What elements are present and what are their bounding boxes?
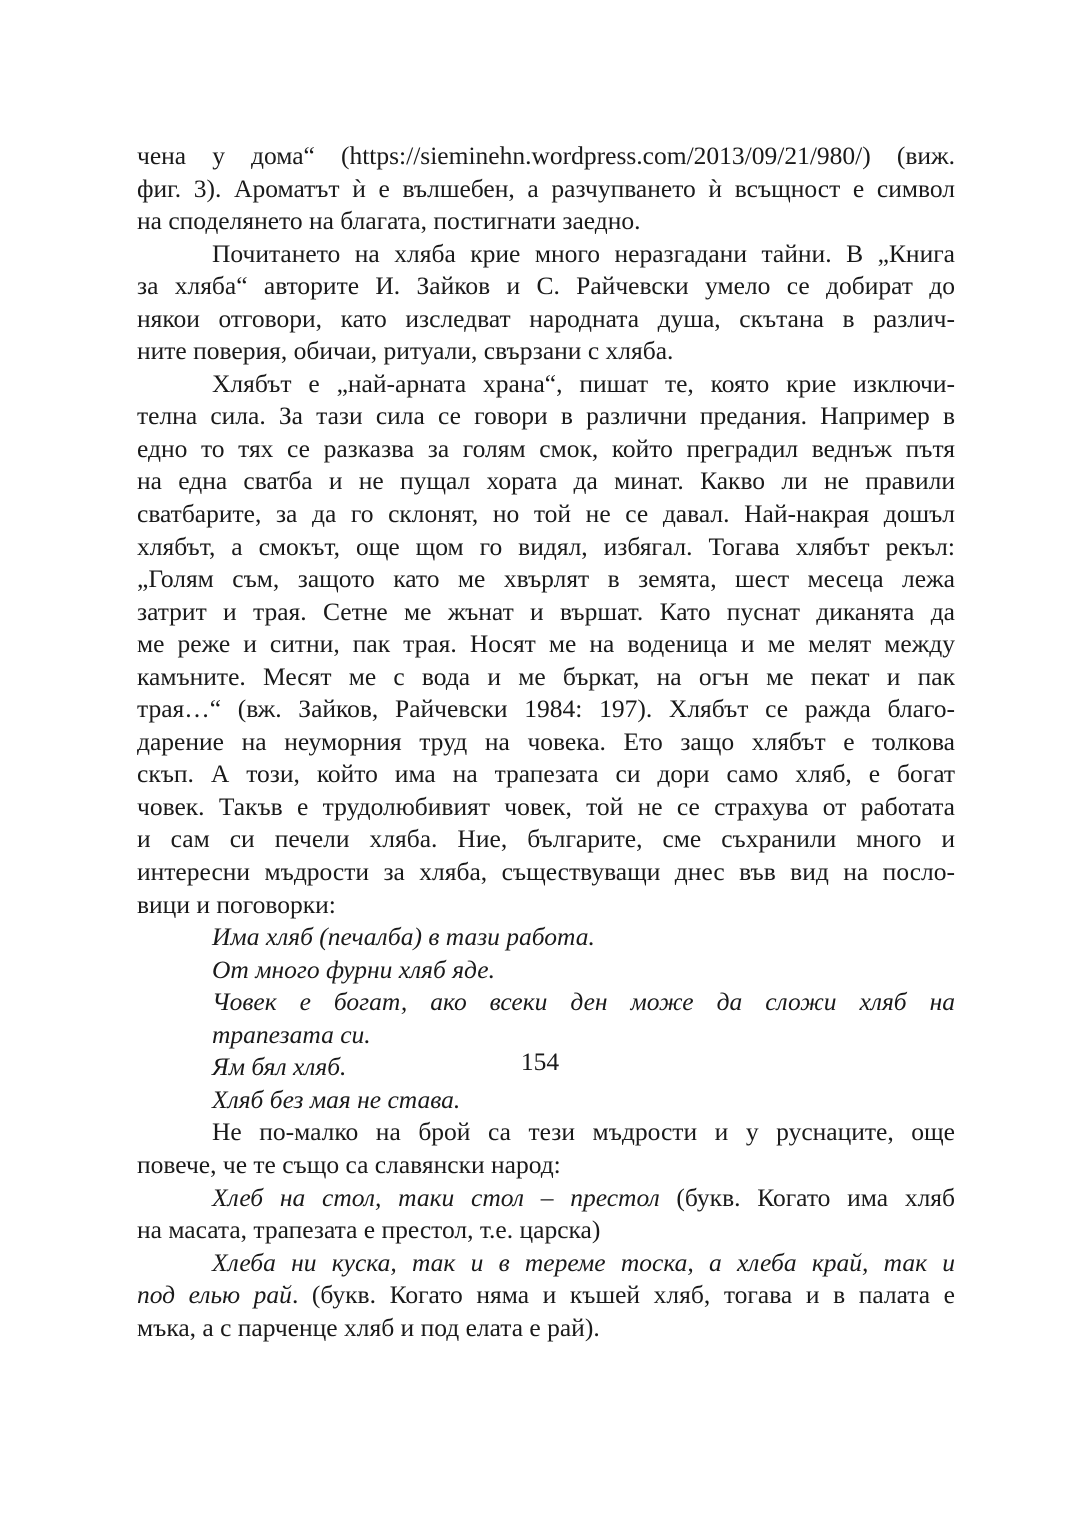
text-line: Почитането на хляба крие много неразгадани тайни. В „Книга <box>212 238 955 268</box>
text-line: Хлябът е „най-арната храна“, пишат те, която крие изключи- <box>212 368 955 398</box>
text-line: ме реже и ситни, пак трая. Носят ме на воденица и ме мелят между <box>137 629 955 659</box>
text-line: камъните. Месят ме с вода и ме бъркат, на огън ме пекат и пак <box>137 661 955 691</box>
text-line: Не по-малко на брой са тези мъдрости и у руснаците, още <box>212 1117 955 1147</box>
text-line: човек. Такъв е трудолюбивият човек, той не се страхува от работата <box>137 791 955 821</box>
line-text: . (букв. Когато няма и къшей хляб, тогава и в палата е <box>291 1280 956 1310</box>
text-line: мъка, а с парченце хляб и под елата е рай). <box>137 1312 600 1342</box>
line-text: (букв. Когато има хляб <box>659 1182 955 1212</box>
page-number: 154 <box>520 1047 560 1076</box>
text-line: хлябът, а смокът, още щом го видял, избягал. Тогава хлябът рекъл: <box>137 531 955 561</box>
text-line: фиг. 3). Ароматът ѝ е вълшебен, а разчупването ѝ всъщност е символ <box>137 173 955 203</box>
text-line <box>137 1247 955 1280</box>
text-line: интересни мъдрости за хляба, съществуващи днес във вид на посло- <box>137 857 955 887</box>
text-line: и сам си печели хляба. Ние, българите, сме съхранили много и <box>137 824 955 854</box>
italic-phrase: Хлеб на стол, таки стол – престол <box>212 1182 660 1212</box>
text-line: едно то тях се разказва за голям смок, който преградил веднъж пътя <box>137 433 955 463</box>
text-line <box>137 1279 955 1312</box>
text-line: сватбарите, за да го склонят, но той не се давал. Най-накрая дошъл <box>137 499 955 529</box>
text-line: телна сила. За тази сила се говори в различни предания. Например в <box>137 401 955 431</box>
text-line: затрит и трая. Сетне ме жънат и вършат. Като пуснат диканята да <box>137 596 955 626</box>
text-line: чена у дома“ (https://sieminehn.wordpress.com/2013/09/21/980/) (виж. <box>137 141 955 170</box>
text-line: „Голям съм, защото като ме хвърлят в земята, шест месеца лежа <box>137 564 955 594</box>
text-line: на споделянето на благата, постигнати заедно. <box>137 206 641 236</box>
text-line: Ям бял хляб. <box>212 1052 347 1082</box>
text-line: ните поверия, обичаи, ритуали, свързани с хляба. <box>137 336 674 366</box>
text-line: някои отговори, като изследват народната душа, скътана в различ- <box>137 303 955 333</box>
text-line <box>137 1182 955 1215</box>
text-line: на една сватба и не пущал хората да минат. Какво ли не правили <box>137 466 955 496</box>
italic-phrase: под елью рай <box>137 1280 292 1310</box>
text-line: вици и поговорки: <box>137 889 336 919</box>
text-line: трапезата си. <box>212 1019 371 1049</box>
text-line: Хляб без мая не става. <box>212 1084 461 1114</box>
text-line: Има хляб (печалба) в тази работа. <box>212 922 595 952</box>
text-line: на масата, трапезата е престол, т.е. царска) <box>137 1215 601 1245</box>
text-line: От много фурни хляб яде. <box>212 954 495 984</box>
text-line: скъп. А този, който има на трапезата си дори само хляб, е богат <box>137 759 955 789</box>
text-line: трая…“ (вж. Зайков, Райчевски 1984: 197). Хлябът се ражда благо- <box>137 694 955 724</box>
text-line: Човек е богат, ако всеки ден може да сложи хляб на <box>212 987 955 1017</box>
italic-phrase: Хлеба ни куска, так и в тереме тоска, а хлеба край, так и <box>212 1247 955 1277</box>
page-body <box>137 140 955 1344</box>
text-line: дарение на неуморния труд на човека. Ето защо хлябът е толкова <box>137 726 955 756</box>
text-line: за хляба“ авторите И. Зайков и С. Райчевски умело се добират до <box>137 271 955 301</box>
text-line: повече, че те също са славянски народ: <box>137 1149 561 1179</box>
